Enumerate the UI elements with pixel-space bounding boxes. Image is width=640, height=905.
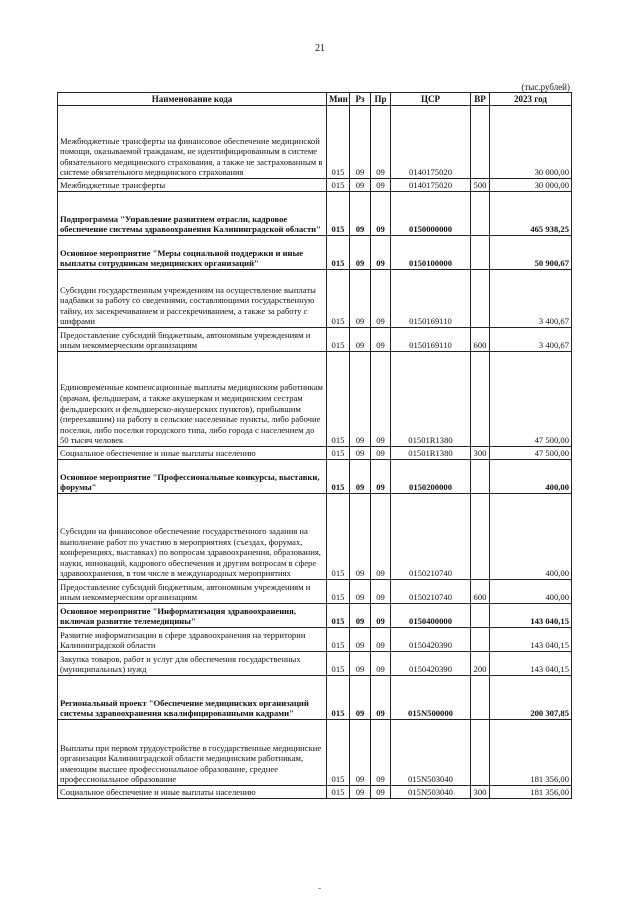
table-row <box>58 652 572 676</box>
table-row <box>58 720 572 786</box>
cell-csr: 0140175020 <box>391 179 471 192</box>
cell-sum: 3 400,67 <box>490 328 572 352</box>
cell-sum: 400,00 <box>490 460 572 494</box>
cell-rz: 09 <box>350 328 371 352</box>
cell-vr: 200 <box>471 652 490 676</box>
cell-min: 015 <box>327 192 350 236</box>
cell-csr: 0150210740 <box>391 494 471 580</box>
header-sum: 2023 год <box>490 93 572 106</box>
cell-vr: 600 <box>471 328 490 352</box>
cell-min: 015 <box>327 270 350 328</box>
cell-sum: 30 000,00 <box>490 106 572 179</box>
table-row <box>58 494 572 580</box>
cell-min: 015 <box>327 328 350 352</box>
cell-sum: 400,00 <box>490 494 572 580</box>
cell-min: 015 <box>327 628 350 652</box>
cell-sum: 465 938,25 <box>490 192 572 236</box>
cell-vr: 600 <box>471 580 490 604</box>
cell-sum: 3 400,67 <box>490 270 572 328</box>
cell-pr: 09 <box>371 179 391 192</box>
table-row <box>58 786 572 799</box>
cell-sum: 47 500,00 <box>490 352 572 447</box>
cell-rz: 09 <box>350 352 371 447</box>
cell-vr <box>471 270 490 328</box>
cell-min: 015 <box>327 580 350 604</box>
cell-vr <box>471 604 490 628</box>
cell-csr: 015N503040 <box>391 786 471 799</box>
header-name: Наименование кода <box>58 93 327 106</box>
cell-vr: 300 <box>471 447 490 460</box>
scan-mark <box>318 888 321 889</box>
table-row <box>58 236 572 270</box>
table-row <box>58 179 572 192</box>
header-rz: Рз <box>350 93 371 106</box>
cell-min: 015 <box>327 604 350 628</box>
table-row <box>58 604 572 628</box>
header-min: Мин <box>327 93 350 106</box>
cell-csr: 0150420390 <box>391 628 471 652</box>
cell-name: Субсидии на финансовое обеспечение государственного задания на выполнение работ по участию в мероприятиях (съездах, форумах, конференциях, выставках) по вопросам здравоохранения, образования, науки, инноваций, кадрового обеспечения и другим вопросам в сфере здравоохранения, в том числе в международных мероприятиях <box>58 494 327 580</box>
cell-min: 015 <box>327 720 350 786</box>
cell-sum: 200 307,85 <box>490 676 572 720</box>
cell-sum: 143 040,15 <box>490 604 572 628</box>
cell-name: Межбюджетные трансферты <box>58 179 327 192</box>
cell-min: 015 <box>327 106 350 179</box>
cell-name: Социальное обеспечение и иные выплаты населению <box>58 786 327 799</box>
cell-vr: 300 <box>471 786 490 799</box>
cell-name: Выплаты при первом трудоустройстве в государственные медицинские организации Калининградской области медицинским работникам, имеющим высшее профессиональное образование, среднее профессиональное образование <box>58 720 327 786</box>
cell-rz: 09 <box>350 236 371 270</box>
page-number: 21 <box>315 43 325 54</box>
cell-pr: 09 <box>371 720 391 786</box>
cell-name: Развитие информатизации в сфере здравоохранения на территории Калининградской области <box>58 628 327 652</box>
cell-vr <box>471 192 490 236</box>
cell-vr <box>471 676 490 720</box>
cell-sum: 50 900,67 <box>490 236 572 270</box>
cell-min: 015 <box>327 447 350 460</box>
cell-sum: 181 356,00 <box>490 720 572 786</box>
cell-rz: 09 <box>350 106 371 179</box>
cell-min: 015 <box>327 786 350 799</box>
cell-name: Основное мероприятие "Профессиональные конкурсы, выставки, форумы" <box>58 460 327 494</box>
cell-csr: 0150000000 <box>391 192 471 236</box>
cell-name: Предоставление субсидий бюджетным, автономным учреждениям и иным некоммерческим организациям <box>58 328 327 352</box>
cell-vr <box>471 720 490 786</box>
cell-vr <box>471 494 490 580</box>
table-row <box>58 580 572 604</box>
cell-vr <box>471 106 490 179</box>
cell-rz: 09 <box>350 447 371 460</box>
cell-csr: 0150210740 <box>391 580 471 604</box>
header-vr: ВР <box>471 93 490 106</box>
cell-pr: 09 <box>371 580 391 604</box>
table-row <box>58 676 572 720</box>
cell-csr: 0150200000 <box>391 460 471 494</box>
cell-min: 015 <box>327 352 350 447</box>
cell-sum: 143 040,15 <box>490 628 572 652</box>
cell-pr: 09 <box>371 352 391 447</box>
cell-csr: 01501R1380 <box>391 352 471 447</box>
table-header-row <box>58 93 572 106</box>
table-row <box>58 192 572 236</box>
units-label: (тыс.рублей) <box>521 82 570 92</box>
cell-pr: 09 <box>371 676 391 720</box>
cell-name: Подпрограмма "Управление развитием отрасли, кадровое обеспечение системы здравоохранения Калининградской области" <box>58 192 327 236</box>
cell-name: Социальное обеспечение и иные выплаты населению <box>58 447 327 460</box>
cell-pr: 09 <box>371 236 391 270</box>
table-row <box>58 352 572 447</box>
cell-pr: 09 <box>371 628 391 652</box>
cell-rz: 09 <box>350 192 371 236</box>
cell-pr: 09 <box>371 786 391 799</box>
cell-csr: 0150169110 <box>391 328 471 352</box>
cell-name: Основное мероприятие "Меры социальной поддержки и иные выплаты сотрудникам медицинских организаций" <box>58 236 327 270</box>
cell-pr: 09 <box>371 328 391 352</box>
cell-vr: 500 <box>471 179 490 192</box>
header-pr: Пр <box>371 93 391 106</box>
cell-pr: 09 <box>371 604 391 628</box>
cell-rz: 09 <box>350 604 371 628</box>
cell-rz: 09 <box>350 628 371 652</box>
cell-min: 015 <box>327 652 350 676</box>
cell-csr: 0150169110 <box>391 270 471 328</box>
cell-pr: 09 <box>371 106 391 179</box>
cell-csr: 0140175020 <box>391 106 471 179</box>
cell-sum: 47 500,00 <box>490 447 572 460</box>
cell-min: 015 <box>327 494 350 580</box>
cell-vr <box>471 460 490 494</box>
header-csr: ЦСР <box>391 93 471 106</box>
cell-rz: 09 <box>350 720 371 786</box>
cell-sum: 143 040,15 <box>490 652 572 676</box>
cell-sum: 400,00 <box>490 580 572 604</box>
cell-pr: 09 <box>371 447 391 460</box>
cell-name: Субсидии государственным учреждениям на осуществление выплаты надбавки за работу со сведениями, составляющими государственную тайну, их засекречиванием и рассекречиванием, а также за работу с шифрами <box>58 270 327 328</box>
cell-min: 015 <box>327 179 350 192</box>
cell-rz: 09 <box>350 652 371 676</box>
table-row <box>58 106 572 179</box>
cell-pr: 09 <box>371 460 391 494</box>
budget-table <box>57 92 572 799</box>
cell-name: Закупка товаров, работ и услуг для обеспечения государственных (муниципальных) нужд <box>58 652 327 676</box>
cell-rz: 09 <box>350 270 371 328</box>
cell-min: 015 <box>327 676 350 720</box>
cell-csr: 0150420390 <box>391 652 471 676</box>
cell-min: 015 <box>327 236 350 270</box>
cell-csr: 015N503040 <box>391 720 471 786</box>
cell-csr: 0150400000 <box>391 604 471 628</box>
cell-name: Межбюджетные трансферты на финансовое обеспечение медицинской помощи, оказываемой гражданам, не идентифицированным в системе обязательного медицинского страхования, а также не застрахованным в системе обязательного медицинского страхования <box>58 106 327 179</box>
cell-csr: 0150100000 <box>391 236 471 270</box>
cell-rz: 09 <box>350 580 371 604</box>
cell-vr <box>471 628 490 652</box>
cell-min: 015 <box>327 460 350 494</box>
cell-sum: 30 000,00 <box>490 179 572 192</box>
cell-csr: 015N500000 <box>391 676 471 720</box>
cell-csr: 01501R1380 <box>391 447 471 460</box>
cell-pr: 09 <box>371 494 391 580</box>
cell-name: Предоставление субсидий бюджетным, автономным учреждениям и иным некоммерческим организациям <box>58 580 327 604</box>
cell-pr: 09 <box>371 652 391 676</box>
cell-pr: 09 <box>371 192 391 236</box>
cell-name: Единовременные компенсационные выплаты медицинским работникам (врачам, фельдшерам, а также акушеркам и медицинским сестрам фельдшерских и фельдшерско-акушерских пунктов), прибывшим (переехавшим) на работу в сельские населенные пункты, либо рабочие поселки, либо поселки городского типа, либо города с населением до 50 тысяч человек <box>58 352 327 447</box>
table-row <box>58 328 572 352</box>
cell-sum: 181 356,00 <box>490 786 572 799</box>
cell-name: Региональный проект "Обеспечение медицинских организаций системы здравоохранения квалифицированными кадрами" <box>58 676 327 720</box>
cell-vr <box>471 236 490 270</box>
cell-rz: 09 <box>350 676 371 720</box>
table-row <box>58 628 572 652</box>
cell-pr: 09 <box>371 270 391 328</box>
cell-name: Основное мероприятие "Информатизация здравоохранения, включая развитие телемедицины" <box>58 604 327 628</box>
cell-vr <box>471 352 490 447</box>
table-row <box>58 460 572 494</box>
cell-rz: 09 <box>350 786 371 799</box>
table-row <box>58 447 572 460</box>
cell-rz: 09 <box>350 460 371 494</box>
table-row <box>58 270 572 328</box>
cell-rz: 09 <box>350 179 371 192</box>
cell-rz: 09 <box>350 494 371 580</box>
